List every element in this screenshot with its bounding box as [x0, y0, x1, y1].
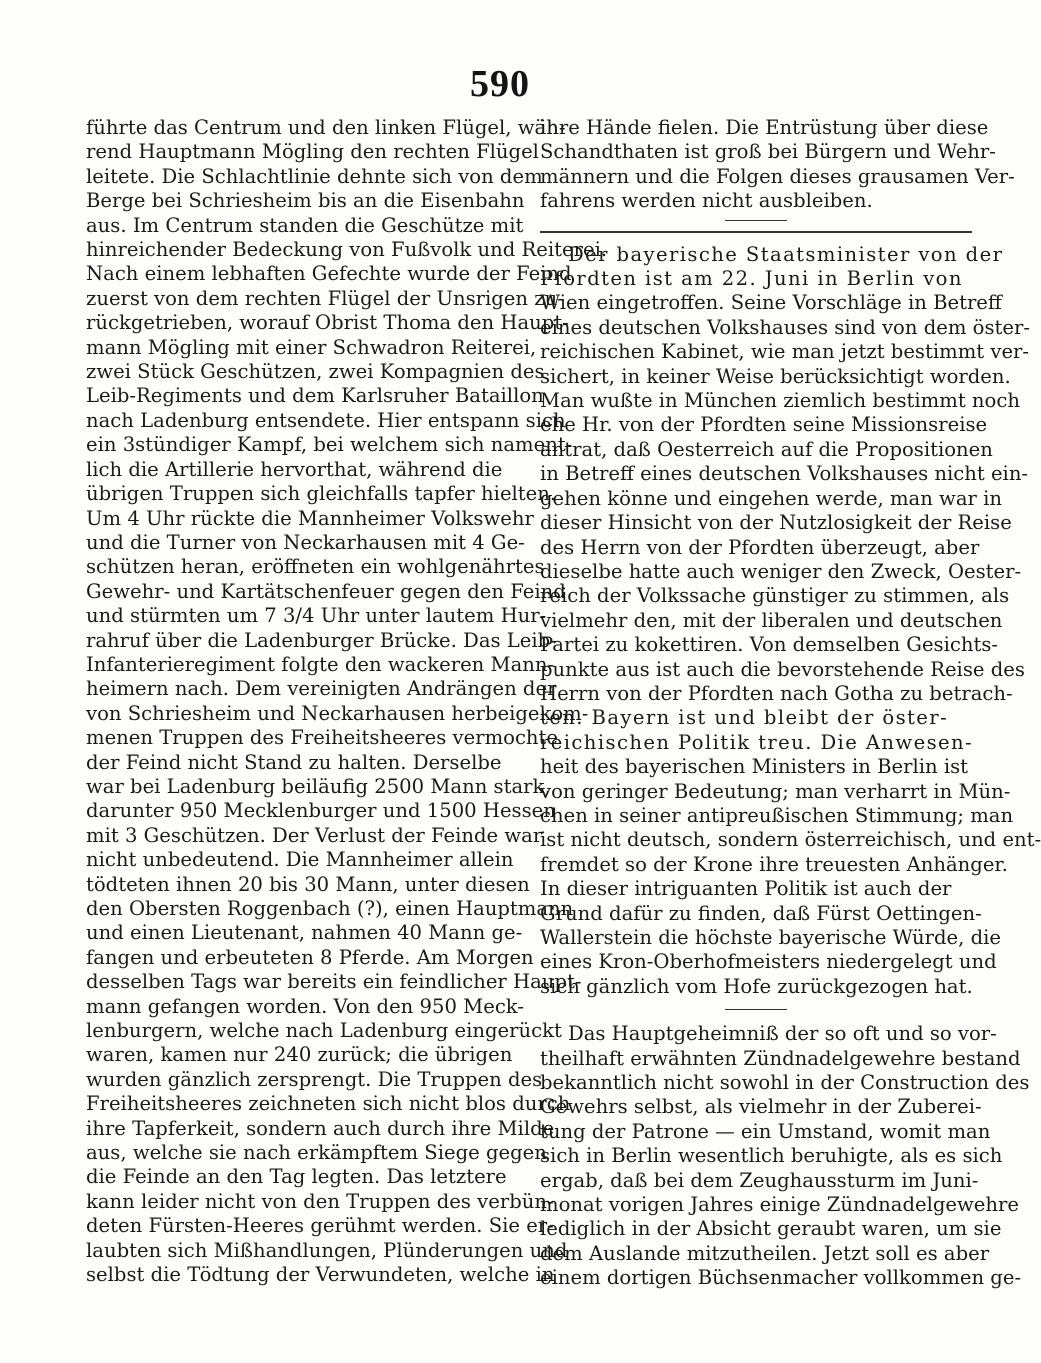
text-line: Wallerstein die höchste bayerische Würde, die	[540, 926, 1001, 949]
text-line: eines Kron-Oberhofmeisters niedergelegt und	[540, 950, 997, 974]
text-line: war bei Ladenburg beiläufig 2500 Mann stark,	[86, 774, 551, 798]
text-line: darunter 950 Mecklenburger und 1500 Hessen	[86, 799, 556, 823]
text-line: sich in Berlin wesentlich beruhigte, als es sich	[540, 1144, 1003, 1168]
text-line: bekanntlich nicht sowohl in der Construction des	[540, 1071, 1030, 1095]
short-divider	[725, 1009, 787, 1010]
text-line: nicht unbedeutend. Die Mannheimer allein	[86, 848, 514, 872]
text-line: einem dortigen Büchsenmacher vollkommen ge-	[540, 1266, 1022, 1290]
text-line: aus. Im Centrum standen die Geschütze mit	[86, 213, 524, 237]
text-line: übrigen Truppen sich gleichfalls tapfer hielten.	[86, 482, 557, 506]
text-line: Schandthaten ist groß bei Bürgern und Wehr-	[540, 140, 996, 164]
text-line: reich der Volkssache günstiger zu stimmen, als	[540, 584, 1010, 608]
text-line: nach Ladenburg entsendete. Hier entspann sich	[86, 408, 566, 432]
text-line: fangen und erbeuteten 8 Pferde. Am Morgen	[86, 945, 534, 969]
text-line: dem Auslande mitzutheilen. Jetzt soll es aber	[540, 1241, 990, 1265]
text-line: tung der Patrone — ein Umstand, womit man	[540, 1119, 991, 1143]
text-line: ihre Tapferkeit, sondern auch durch ihre Milde	[86, 1116, 555, 1140]
text-line: und stürmten um 7 3/4 Uhr unter lautem Hur-	[86, 604, 547, 628]
text-line: theilhaft erwähnten Zündnadelgewehre bestand	[540, 1046, 1021, 1070]
text-line: In dieser intriguanten Politik ist auch der	[540, 877, 952, 901]
text-line: lenburgern, welche nach Ladenburg eingerückt	[86, 1019, 562, 1043]
text-line: Partei zu kokettiren. Von demselben Gesichts-	[540, 633, 999, 657]
short-divider	[725, 220, 787, 221]
text-line: fahrens werden nicht ausbleiben.	[540, 189, 873, 213]
text-line: selbst die Tödtung der Verwundeten, welche in	[86, 1263, 555, 1287]
text-line: dieser Hinsicht von der Nutzlosigkeit der Reise	[540, 511, 1012, 535]
text-line: mann Mögling mit einer Schwadron Reiterei,	[86, 335, 537, 359]
text-line: des Herrn von der Pfordten überzeugt, aber	[540, 535, 980, 559]
paragraph-pfordten	[540, 242, 1041, 1000]
text-line: Herrn von der Pfordten nach Gotha zu betrach-	[540, 681, 1013, 705]
text-line: lich die Artillerie hervorthat, während die	[86, 457, 503, 481]
text-line: menen Truppen des Freiheitsheeres vermochte	[86, 726, 559, 750]
text-line: und die Turner von Neckarhausen mit 4 Ge-	[86, 530, 525, 554]
text-line: fremdet so der Krone ihre treuesten Anhänger.	[540, 852, 1008, 876]
text-line: schützen heran, eröffneten ein wohlgenährtes	[86, 555, 545, 579]
text-line: Berge bei Schriesheim bis an die Eisenbahn	[86, 189, 525, 213]
text-line: Das Hauptgeheimniß der so oft und so vor-	[568, 1022, 997, 1046]
text-line: ist nicht deutsch, sondern österreichisch, und ent-	[540, 828, 1041, 852]
text-line: wurden gänzlich zersprengt. Die Truppen des	[86, 1067, 543, 1091]
text-line: reichischen Kabinet, wie man jetzt bestimmt ver-	[540, 340, 1030, 364]
text-line: lediglich in der Absicht geraubt waren, um sie	[540, 1217, 1002, 1241]
text-line: mit 3 Geschützen. Der Verlust der Feinde war	[86, 823, 543, 847]
text-line: Gewehrs selbst, als vielmehr in der Zuberei-	[540, 1095, 982, 1119]
text-line: rahruf über die Ladenburger Brücke. Das Leib-	[86, 628, 557, 652]
text-line: Pfordten ist am 22. Juni in Berlin von	[540, 267, 963, 291]
text-line: von geringer Bedeutung; man verharrt in Mün-	[540, 779, 1011, 803]
text-line: führte das Centrum und den linken Flügel, wäh-	[86, 116, 566, 139]
text-line: laubten sich Mißhandlungen, Plünderungen und	[86, 1238, 568, 1262]
text-line: heit des bayerischen Ministers in Berlin ist	[540, 755, 969, 779]
text-line: deten Fürsten-Heeres gerühmt werden. Sie er-	[86, 1214, 554, 1238]
text-line: Der bayerische Staatsminister von der	[568, 242, 1004, 266]
text-line: den Obersten Roggenbach (?), einen Hauptmann	[86, 897, 574, 920]
text-line: der Feind nicht Stand zu halten. Derselbe	[86, 750, 502, 774]
text-line: aus, welche sie nach erkämpftem Siege gegen	[86, 1141, 547, 1165]
text-line: ehe Hr. von der Pfordten seine Missionsreise	[540, 413, 988, 437]
text-line: Freiheitsheeres zeichneten sich nicht blos durch	[86, 1092, 571, 1116]
text-line: chen in seiner antipreußischen Stimmung; man	[540, 803, 1014, 827]
text-line: punkte aus ist auch die bevorstehende Reise des	[540, 657, 1025, 681]
text-line: ergab, daß bei dem Zeughaussturm im Juni-	[540, 1168, 979, 1192]
text-line: rückgetrieben, worauf Obrist Thoma den Haupt-	[86, 311, 569, 335]
text-line: tödteten ihnen 20 bis 30 Mann, unter diesen	[86, 872, 530, 896]
text-line: monat vorigen Jahres einige Zündnadelgewehre	[540, 1193, 1019, 1217]
page-number: 590	[470, 63, 530, 105]
text-line: Nach einem lebhaften Gefechte wurde der Feind	[86, 262, 572, 286]
text-line: zuerst von dem rechten Flügel der Unsrigen zu-	[86, 286, 564, 310]
left-column	[86, 116, 608, 1288]
text-line: Gewehr- und Kartätschenfeuer gegen den Feind	[86, 579, 566, 603]
text-line: in Betreff eines deutschen Volkshauses nicht ein-	[540, 462, 1029, 486]
text-line: sichert, in keiner Weise berücksichtigt worden.	[540, 364, 1011, 388]
text-line: Leib-Regiments und dem Karlsruher Bataillon	[86, 384, 544, 408]
text-line: die Feinde an den Tag legten. Das letztere	[86, 1165, 507, 1189]
text-line: ein 3stündiger Kampf, bei welchem sich nament-	[86, 433, 573, 457]
text-line: desselben Tags war bereits ein feindlicher Haupt-	[86, 970, 582, 994]
text-line: ihre Hände fielen. Die Entrüstung über diese	[540, 116, 989, 139]
text-line: Wien eingetroffen. Seine Vorschläge in Betreff	[540, 291, 1002, 315]
text-line: Um 4 Uhr rückte die Mannheimer Volkswehr	[86, 506, 534, 530]
paragraph-zuendnadelgewehre	[540, 1022, 1030, 1290]
text-line: eines deutschen Volkshauses sind von dem öster-	[540, 315, 1030, 339]
paragraph-atrocities-end	[540, 116, 1015, 214]
text-line: Grund dafür zu finden, daß Fürst Oettingen-	[540, 901, 982, 925]
text-line: reichischen Politik treu. Die Anwesen-	[540, 730, 974, 754]
text-line: vielmehr den, mit der liberalen und deutschen	[540, 608, 1003, 632]
text-line: sich gänzlich vom Hofe zurückgezogen hat.	[540, 974, 973, 998]
text-line: Man wußte in München ziemlich bestimmt noch	[540, 389, 1020, 413]
text-line: rend Hauptmann Mögling den rechten Flügel	[86, 140, 539, 164]
section-divider	[540, 231, 972, 233]
right-column	[540, 116, 1041, 1291]
text-line: Infanterieregiment folgte den wackeren Mann-	[86, 652, 555, 676]
text-line: zwei Stück Geschützen, zwei Kompagnien des	[86, 360, 545, 384]
text-line: antrat, daß Oesterreich auf die Propositionen	[540, 437, 993, 461]
text-line: mann gefangen worden. Von den 950 Meck-	[86, 994, 524, 1018]
text-line: ten. Bayern ist und bleibt der öster-	[540, 706, 949, 730]
text-line: heimern nach. Dem vereinigten Andrängen der	[86, 677, 557, 701]
text-line: hinreichender Bedeckung von Fußvolk und Reiterei.	[86, 238, 608, 262]
text-line: leitete. Die Schlachtlinie dehnte sich von dem	[86, 164, 543, 188]
text-line: dieselbe hatte auch weniger den Zweck, Oester-	[540, 559, 1022, 583]
text-line: männern und die Folgen dieses grausamen Ver-	[540, 164, 1015, 188]
text-line: kann leider nicht von den Truppen des verbün-	[86, 1189, 554, 1213]
text-line: von Schriesheim und Neckarhausen herbeigekom-	[86, 701, 589, 725]
text-line: und einen Lieutenant, nahmen 40 Mann ge-	[86, 921, 523, 945]
text-line: gehen könne und eingehen werde, man war in	[540, 486, 1002, 510]
text-line: waren, kamen nur 240 zurück; die übrigen	[86, 1043, 513, 1067]
